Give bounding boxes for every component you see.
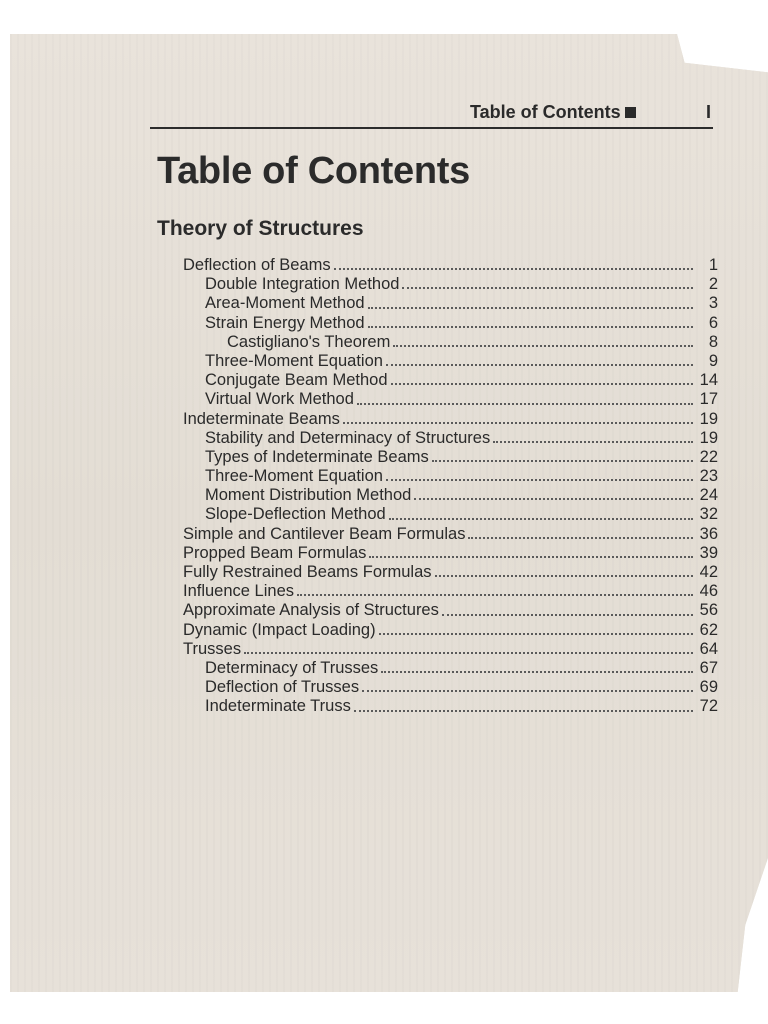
toc-entry-title: Trusses (183, 639, 242, 658)
toc-entry (183, 582, 718, 601)
dot-leader (386, 479, 693, 481)
toc-entry (183, 563, 718, 582)
dot-leader (334, 268, 693, 270)
toc-entry-page: 19 (699, 409, 718, 428)
toc-entry (183, 601, 718, 620)
toc-entry (183, 429, 718, 448)
dot-leader (368, 326, 693, 328)
page-title: Table of Contents (157, 150, 470, 192)
toc-entry (183, 371, 718, 390)
toc-entry (183, 333, 718, 352)
toc-entry-title: Propped Beam Formulas (183, 543, 367, 562)
dot-leader (354, 710, 693, 712)
toc-entry (183, 678, 718, 697)
dot-leader (386, 364, 693, 366)
toc-entry-title: Deflection of Beams (183, 256, 331, 274)
toc-entry-title: Conjugate Beam Method (205, 371, 388, 390)
toc-entry-title: Stability and Determinacy of Structures (205, 428, 491, 447)
dot-leader (468, 537, 693, 539)
toc-entry (183, 294, 718, 313)
toc-entry-page: 56 (699, 601, 718, 620)
toc-entry (183, 486, 718, 505)
dot-leader (435, 575, 694, 577)
dot-leader (244, 652, 693, 654)
toc-entry (183, 410, 718, 429)
toc-entry (183, 314, 718, 333)
toc-entry (183, 390, 718, 409)
toc-entry (183, 467, 718, 486)
dot-leader (381, 671, 693, 673)
header-rule (150, 127, 713, 129)
toc-entry-title: Simple and Cantilever Beam Formulas (183, 524, 466, 543)
toc-entry-page: 19 (699, 428, 718, 447)
toc-entry (183, 256, 718, 275)
dot-leader (368, 307, 693, 309)
toc-entry-page: 69 (699, 678, 718, 697)
toc-entry-page: 67 (699, 658, 718, 677)
toc-entry-page: 14 (699, 371, 718, 390)
toc-entry-title: Double Integration Method (205, 275, 400, 294)
toc-entry-title: Three-Moment Equation (205, 351, 383, 370)
toc-entry-page: 24 (699, 486, 718, 505)
dot-leader (402, 287, 693, 289)
toc-entry-page: 17 (699, 390, 718, 409)
toc-entry-title: Slope-Deflection Method (205, 505, 386, 524)
toc-entry (183, 621, 718, 640)
square-bullet-icon (625, 107, 636, 118)
toc-entry-page: 64 (699, 639, 718, 658)
toc-entry-title: Approximate Analysis of Structures (183, 601, 439, 620)
dot-leader (389, 518, 693, 520)
toc-entry-title: Indeterminate Truss (205, 697, 351, 716)
dot-leader (391, 383, 693, 385)
toc-entry-title: Castigliano's Theorem (227, 332, 391, 351)
dot-leader (379, 633, 693, 635)
dot-leader (414, 498, 693, 500)
dot-leader (442, 614, 693, 616)
toc-entry-title: Area-Moment Method (205, 294, 365, 313)
running-header (470, 102, 636, 123)
toc-entry (183, 448, 718, 467)
toc-entry-page: 42 (699, 563, 718, 581)
toc-entry-title: Dynamic (Impact Loading) (183, 620, 376, 639)
toc-entry (183, 640, 718, 659)
toc-entry-page: 6 (708, 313, 718, 332)
toc-entry-page: 2 (708, 275, 718, 294)
toc-entry-page: 22 (699, 447, 718, 466)
toc-entry-page: 46 (699, 582, 718, 601)
toc-entry-title: Virtual Work Method (205, 390, 354, 409)
dot-leader (357, 403, 693, 405)
toc-entry-page: 8 (708, 332, 718, 351)
toc-entry-title: Types of Indeterminate Beams (205, 447, 429, 466)
toc-entry-title: Influence Lines (183, 582, 294, 601)
page-number: I (706, 102, 712, 122)
toc-entry-title: Indeterminate Beams (183, 409, 340, 428)
toc-entry-title: Determinacy of Trusses (205, 658, 379, 677)
running-header-title: Table of Contents (470, 102, 621, 122)
dot-leader (362, 690, 693, 692)
toc-list (183, 256, 718, 717)
toc-entry-page: 39 (699, 543, 718, 562)
dot-leader (393, 345, 693, 347)
toc-entry (183, 525, 718, 544)
toc-entry (183, 659, 718, 678)
dot-leader (343, 422, 693, 424)
toc-entry-title: Strain Energy Method (205, 313, 365, 332)
toc-entry-page: 72 (699, 697, 718, 716)
toc-entry-page: 23 (699, 467, 718, 486)
dot-leader (297, 594, 693, 596)
toc-entry-page: 3 (708, 294, 718, 313)
dot-leader (493, 441, 693, 443)
toc-entry (183, 697, 718, 716)
toc-entry-page: 36 (699, 524, 718, 543)
dot-leader (369, 556, 693, 558)
toc-entry-page: 9 (708, 351, 718, 370)
toc-entry-page: 32 (699, 505, 718, 524)
toc-entry-title: Moment Distribution Method (205, 486, 412, 505)
toc-entry-title: Three-Moment Equation (205, 467, 383, 486)
toc-entry-page: 62 (699, 620, 718, 639)
section-title: Theory of Structures (157, 217, 364, 240)
toc-entry (183, 505, 718, 524)
toc-entry-page: 1 (708, 256, 718, 274)
toc-entry-title: Fully Restrained Beams Formulas (183, 563, 432, 581)
dot-leader (432, 460, 693, 462)
toc-entry-title: Deflection of Trusses (205, 678, 360, 697)
toc-entry (183, 544, 718, 563)
toc-entry (183, 275, 718, 294)
toc-entry (183, 352, 718, 371)
